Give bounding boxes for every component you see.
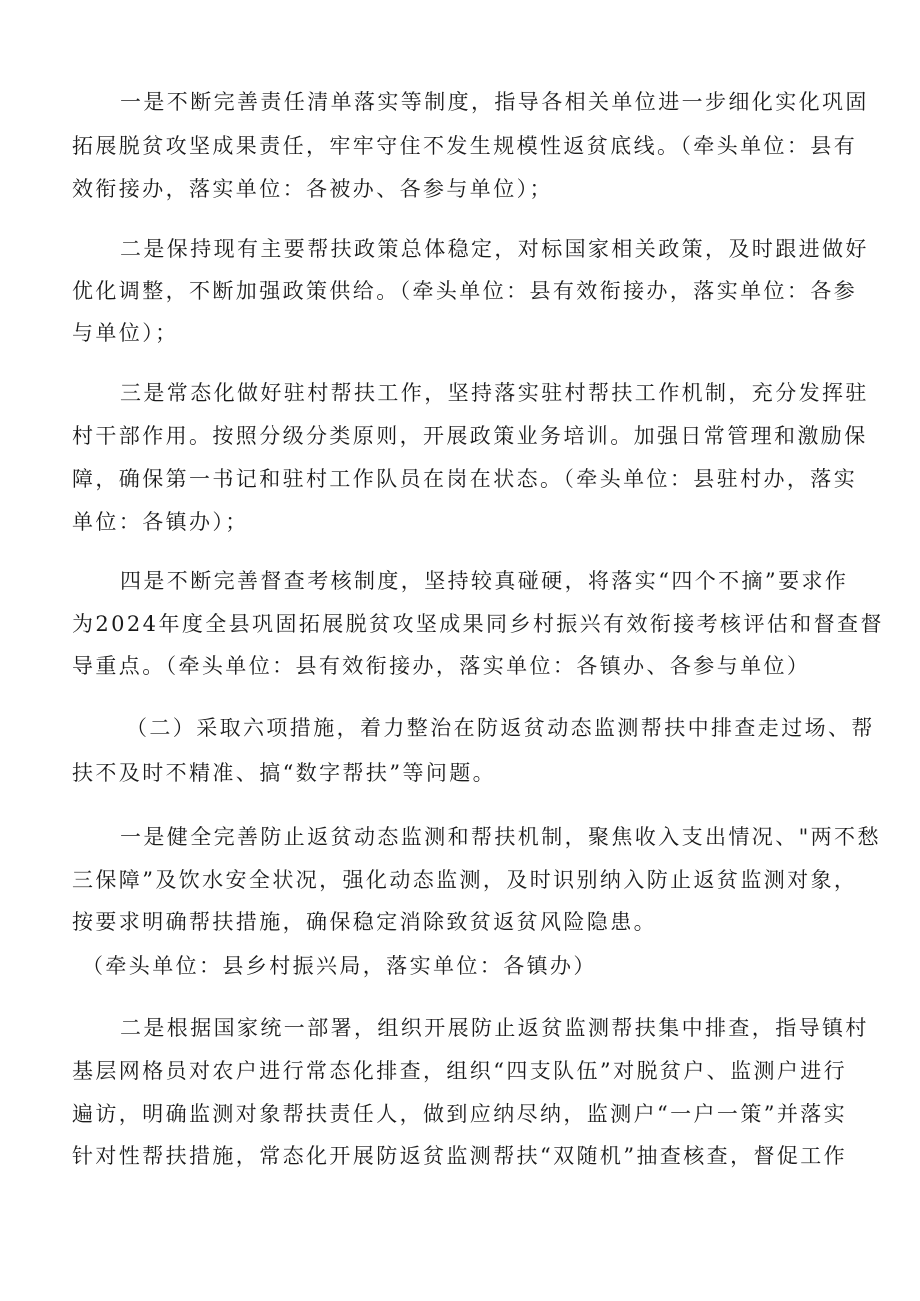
text-line: 单位：各镇办）； [72,510,249,534]
text-line: 效衔接办，落实单位：各被办、各参与单位）； [72,177,553,201]
text-line: 四是不断完善督查考核制度，坚持较真碰硬，将落实“四个不摘”要求作 [120,569,849,593]
text-line: 按要求明确帮扶措施，确保稳定消除致贫返贫风险隐患。 [72,910,657,934]
text-line: 村干部作用。按照分级分类原则，开展政策业务培训。加强日常管理和激励保 [72,424,868,448]
text-line: 一是不断完善责任清单落实等制度，指导各相关单位进一步细化实化巩固 [120,90,869,114]
text-line: 三是常态化做好驻村帮扶工作，坚持落实驻村帮扶工作机制，充分发挥驻 [120,381,869,405]
text-line: 针对性帮扶措施，常态化开展防返贫监测帮扶“双随机”抽查核查，督促工作 [72,1144,848,1168]
text-line: 二是根据国家统一部署，组织开展防止返贫监测帮扶集中排查，指导镇村 [120,1016,869,1040]
text-line: （二）采取六项措施，着力整治在防返贫动态监测帮扶中排查走过场、帮 [126,716,875,740]
text-line: 基层网格员对农户进行常态化排查，组织“四支队伍”对脱贫户、监测户进行 [72,1059,848,1083]
text-line: 遍访，明确监测对象帮扶责任人，做到应纳尽纳，监测户“一户一策”并落实 [72,1102,848,1126]
text-line: 三保障”及饮水安全状况，强化动态监测，及时识别纳入防止返贫监测对象， [72,868,858,892]
text-line: 导重点。（牵头单位：县有效衔接办，落实单位：各镇办、各参与单位） [72,654,811,678]
text-line: 二是保持现有主要帮扶政策总体稳定，对标国家相关政策，及时跟进做好 [120,237,869,261]
text-line: 优化调整，不断加强政策供给。（牵头单位：县有效衔接办，落实单位：各参 [72,279,858,303]
text-line: 与单位）； [72,321,179,345]
text-line: 障，确保第一书记和驻村工作队员在岗在状态。（牵头单位：县驻村办，落实 [72,467,858,491]
text-line: 拓展脱贫攻坚成果责任，牢牢守住不发生规模性返贫底线。（牵头单位：县有 [72,134,858,158]
text-line: （牵头单位：县乡村振兴局，落实单位：各镇办） [82,954,597,978]
text-line: 一是健全完善防止返贫动态监测和帮扶机制，聚焦收入支出情况、"两不愁 [120,825,881,849]
text-line: 扶不及时不精准、搞“数字帮扶”等问题。 [72,761,497,785]
text-line: 为2024年度全县巩固拓展脱贫攻坚成果同乡村振兴有效衔接考核评估和督查督 [72,612,884,636]
